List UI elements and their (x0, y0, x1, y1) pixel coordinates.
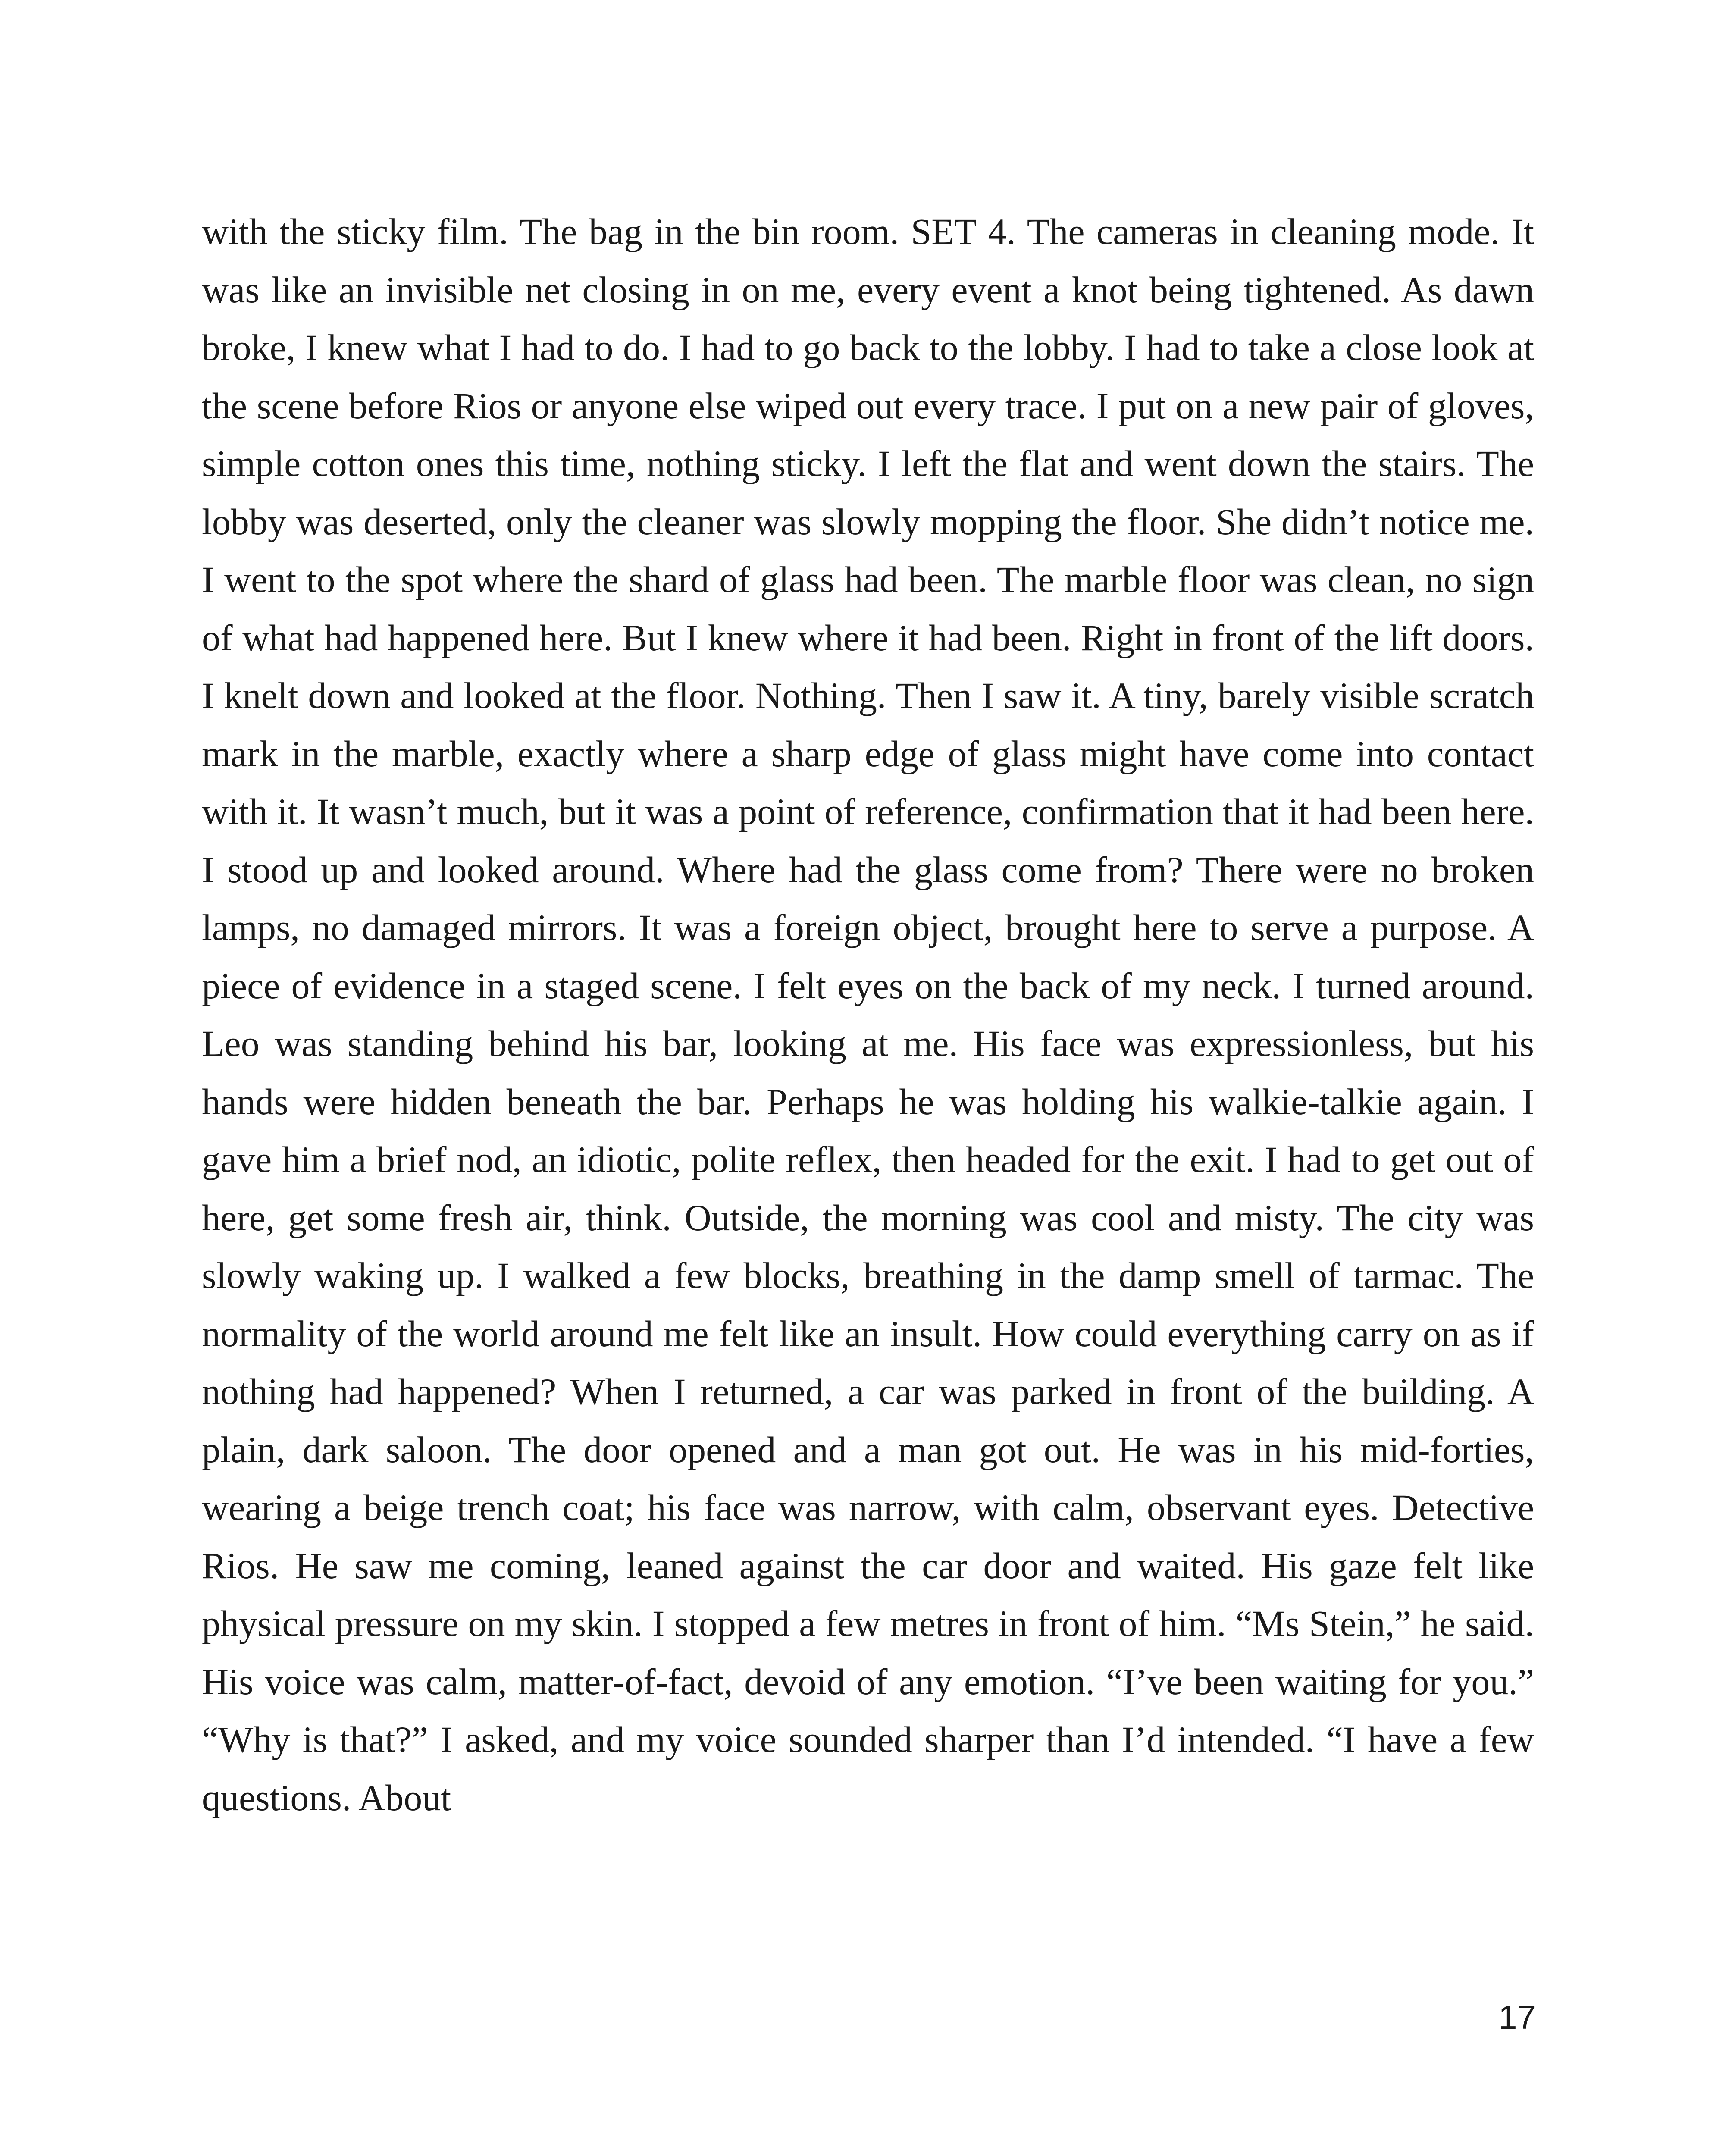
body-text: with the sticky film. The bag in the bin room. SET 4. The cameras in cleaning mode. It was like an invisible net closing in on me, every event a knot being tightened. As dawn broke, I knew what I had to do. I had to go back to the lobby. I had to take a close look at the scene before Rios or anyone else wiped out every trace. I put on a new pair of gloves, simple cotton ones this time, nothing sticky. I left the flat and went down the stairs. The lobby was deserted, only the cleaner was slowly mopping the floor. She didn’t notice me. I went to the spot where the shard of glass had been. The marble floor was clean, no sign of what had happened here. But I knew where it had been. Right in front of the lift doors. I knelt down and looked at the floor. Nothing. Then I saw it. A tiny, barely visible scratch mark in the marble, exactly where a sharp edge of glass might have come into contact with it. It wasn’t much, but it was a point of reference, confirmation that it had been here. I stood up and looked around. Where had the glass come from? There were no broken lamps, no damaged mirrors. It was a foreign object, brought here to serve a purpose. A piece of evidence in a staged scene. I felt eyes on the back of my neck. I turned around. Leo was standing behind his bar, looking at me. His face was expressionless, but his hands were hidden beneath the bar. Perhaps he was holding his walkie-talkie again. I gave him a brief nod, an idiotic, polite reflex, then headed for the exit. I had to get out of here, get some fresh air, think. Outside, the morning was cool and misty. The city was slowly waking up. I walked a few blocks, breathing in the damp smell of tarmac. The normality of the world around me felt like an insult. How could everything carry on as if nothing had happened? When I returned, a car was parked in front of the building. A plain, dark saloon. The door opened and a man got out. He was in his mid-forties, wearing a beige trench coat; his face was narrow, with calm, observant eyes. Detective Rios. He saw me coming, leaned against the car door and waited. His gaze felt like physical pressure on my skin. I stopped a few metres in front of him. “Ms Stein,” he said. His voice was calm, matter-of-fact, devoid of any emotion. “I’ve been waiting for you.” “Why is that?” I asked, and my voice sounded sharper than I’d intended. “I have a few questions. About (202, 211, 1534, 1818)
page-number: 17 (1498, 1998, 1536, 2036)
